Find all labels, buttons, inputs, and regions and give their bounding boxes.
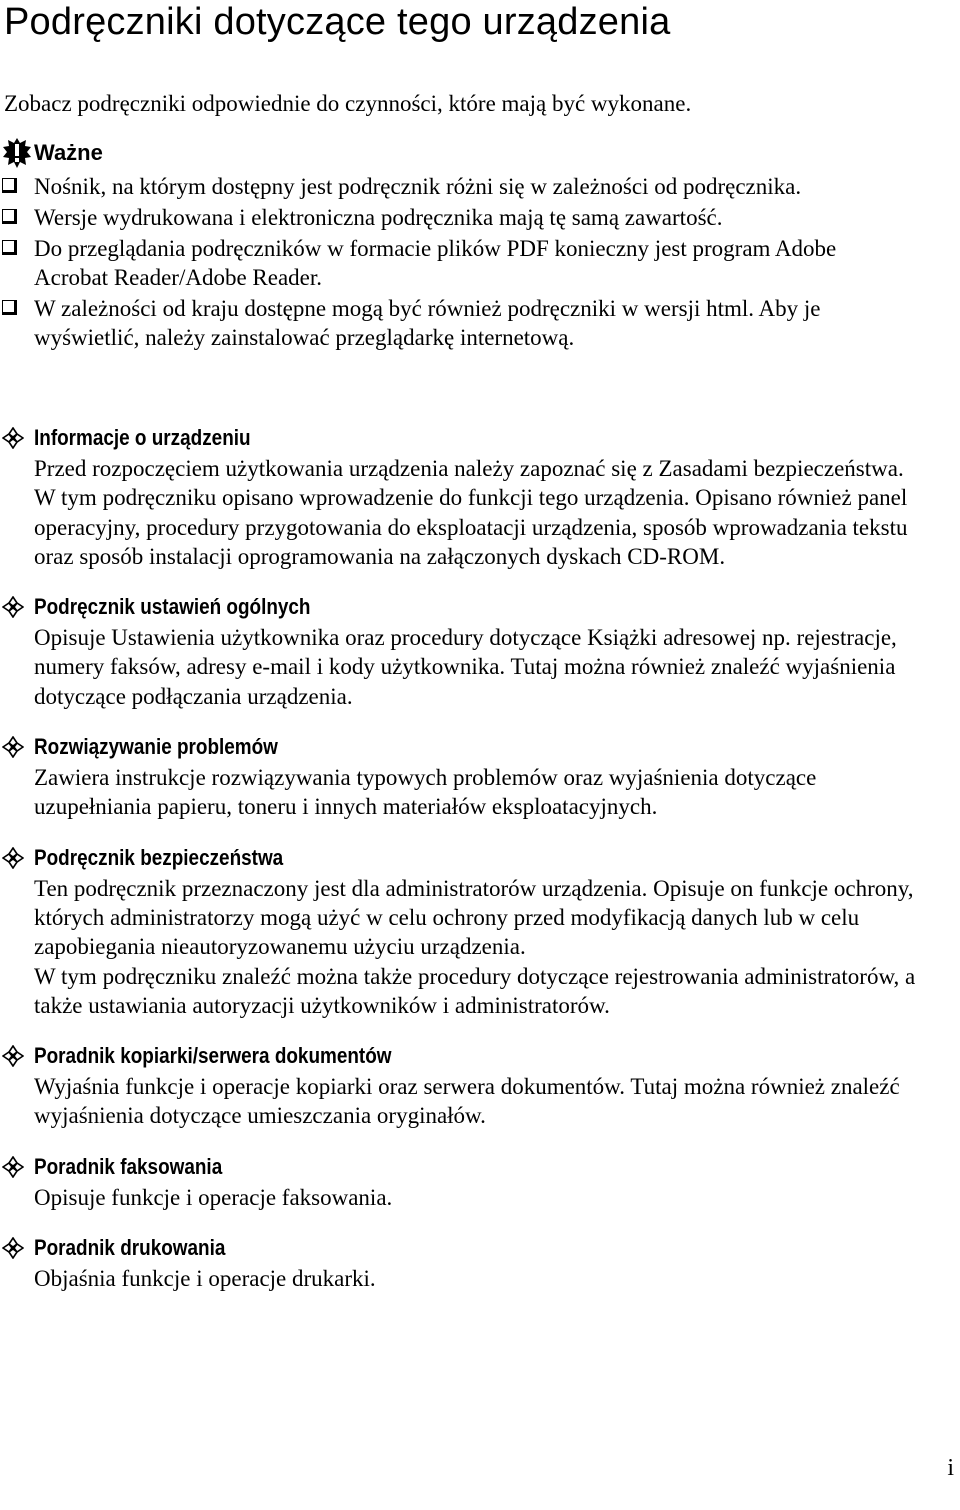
manual-section xyxy=(2,1040,932,1131)
note-item xyxy=(2,203,932,232)
section-body xyxy=(34,1183,924,1212)
section-paragraph: Zawiera instrukcje rozwiązywania typowych problemów oraz wyjaśnienia dotyczące uzupełniania papieru, toneru i innych materiałów eksploatacyjnych. xyxy=(34,765,817,820)
section-heading xyxy=(2,1232,932,1264)
section-body xyxy=(34,874,924,1020)
note-text: Do przeglądania podręczników w formacie plików PDF konieczny jest program Adobe Acrobat Reader/Adobe Reader. xyxy=(34,236,837,290)
section-paragraph: Objaśnia funkcje i operacje drukarki. xyxy=(34,1266,376,1292)
diamond-bullet-icon xyxy=(2,1156,24,1178)
page-title: Podręczniki dotyczące tego urządzenia xyxy=(4,1,671,43)
section-body xyxy=(34,623,924,711)
manual-section xyxy=(2,591,932,711)
section-paragraph: W tym podręczniku znaleźć można także procedury dotyczące rejestrowania administratorów, a także ustawiania autoryzacji użytkowników i administratorów. xyxy=(34,963,916,1018)
section-body xyxy=(34,763,924,822)
note-text: Nośnik, na którym dostępny jest podręcznik różni się w zależności od podręcznika. xyxy=(34,174,802,199)
section-title: Podręcznik bezpieczeństwa xyxy=(34,844,284,870)
section-heading xyxy=(2,731,932,763)
section-paragraph: Ten podręcznik przeznaczony jest dla administratorów urządzenia. Opisuje on funkcje ochrony, których administratorzy mogą użyć w celu ochrony przed modyfikacją danych lub w celu zapobiegania nieautoryzowanemu użyciu urządzenia. xyxy=(34,875,914,960)
section-paragraph: Opisuje funkcje i operacje faksowania. xyxy=(34,1184,393,1210)
section-heading xyxy=(2,591,932,623)
page-number: i xyxy=(947,1455,954,1481)
important-icon xyxy=(2,138,32,168)
section-title: Podręcznik ustawień ogólnych xyxy=(34,594,311,620)
note-item xyxy=(2,234,932,292)
section-paragraph: Opisuje Ustawienia użytkownika oraz procedury dotyczące Książki adresowej np. rejestracje, numery faksów, adresy e-mail i kody użytkownika. Tutaj można również znaleźć wyjaśnienia dotyczące podłączania urządzenia. xyxy=(34,625,897,709)
important-label: Ważne xyxy=(34,140,103,165)
section-heading xyxy=(2,1151,932,1183)
note-text: W zależności od kraju dostępne mogą być również podręczniki w wersji html. Aby je wyświetlić, należy zainstalować przeglądarkę internetową. xyxy=(34,296,821,350)
manual-section xyxy=(2,731,932,822)
section-body xyxy=(34,1072,924,1131)
note-item xyxy=(2,294,932,352)
important-notice xyxy=(2,136,932,354)
diamond-bullet-icon xyxy=(2,1045,24,1067)
manual-section xyxy=(2,1232,932,1293)
diamond-bullet-icon xyxy=(2,847,24,869)
section-heading xyxy=(2,842,932,874)
diamond-bullet-icon xyxy=(2,596,24,618)
section-title: Informacje o urządzeniu xyxy=(34,425,251,450)
diamond-bullet-icon xyxy=(2,1237,24,1259)
section-paragraph: Przed rozpoczęciem użytkowania urządzenia należy zapoznać się z Zasadami bezpieczeństwa. xyxy=(34,456,904,481)
note-text: Wersje wydrukowana i elektroniczna podręcznika mają tę samą zawartość. xyxy=(34,205,723,230)
intro-text: Zobacz podręczniki odpowiednie do czynności, które mają być wykonane. xyxy=(4,91,692,116)
important-heading xyxy=(2,136,932,170)
section-heading xyxy=(2,422,932,454)
diamond-bullet-icon xyxy=(2,427,24,449)
section-title: Poradnik faksowania xyxy=(34,1153,223,1179)
section-body xyxy=(34,1264,924,1293)
checkbox-bullet-icon xyxy=(2,300,17,315)
section-paragraph: Wyjaśnia funkcje i operacje kopiarki oraz serwera dokumentów. Tutaj można również znaleźć wyjaśnienia dotyczące umieszczania oryginałów. xyxy=(34,1074,900,1129)
section-paragraph: W tym podręczniku opisano wprowadzenie do funkcji tego urządzenia. Opisano również panel operacyjny, procedury przygotowania do eksploatacji urządzenia, sposób wprowadzania tekstu oraz sposób instalacji oprogramowania na załączonych dyskach CD-ROM. xyxy=(34,485,908,569)
note-item xyxy=(2,172,932,201)
checkbox-bullet-icon xyxy=(2,240,17,255)
diamond-bullet-icon xyxy=(2,736,24,758)
manual-section xyxy=(2,842,932,1020)
manual-section xyxy=(2,1151,932,1212)
checkbox-bullet-icon xyxy=(2,209,17,224)
manual-section xyxy=(2,422,932,571)
important-notes-list xyxy=(2,172,932,352)
section-body xyxy=(34,454,924,571)
checkbox-bullet-icon xyxy=(2,178,17,193)
section-title: Poradnik kopiarki/serwera dokumentów xyxy=(34,1043,392,1069)
section-title: Rozwiązywanie problemów xyxy=(34,734,278,760)
manuals-list xyxy=(2,422,932,1313)
section-heading xyxy=(2,1040,932,1072)
section-title: Poradnik drukowania xyxy=(34,1235,226,1261)
